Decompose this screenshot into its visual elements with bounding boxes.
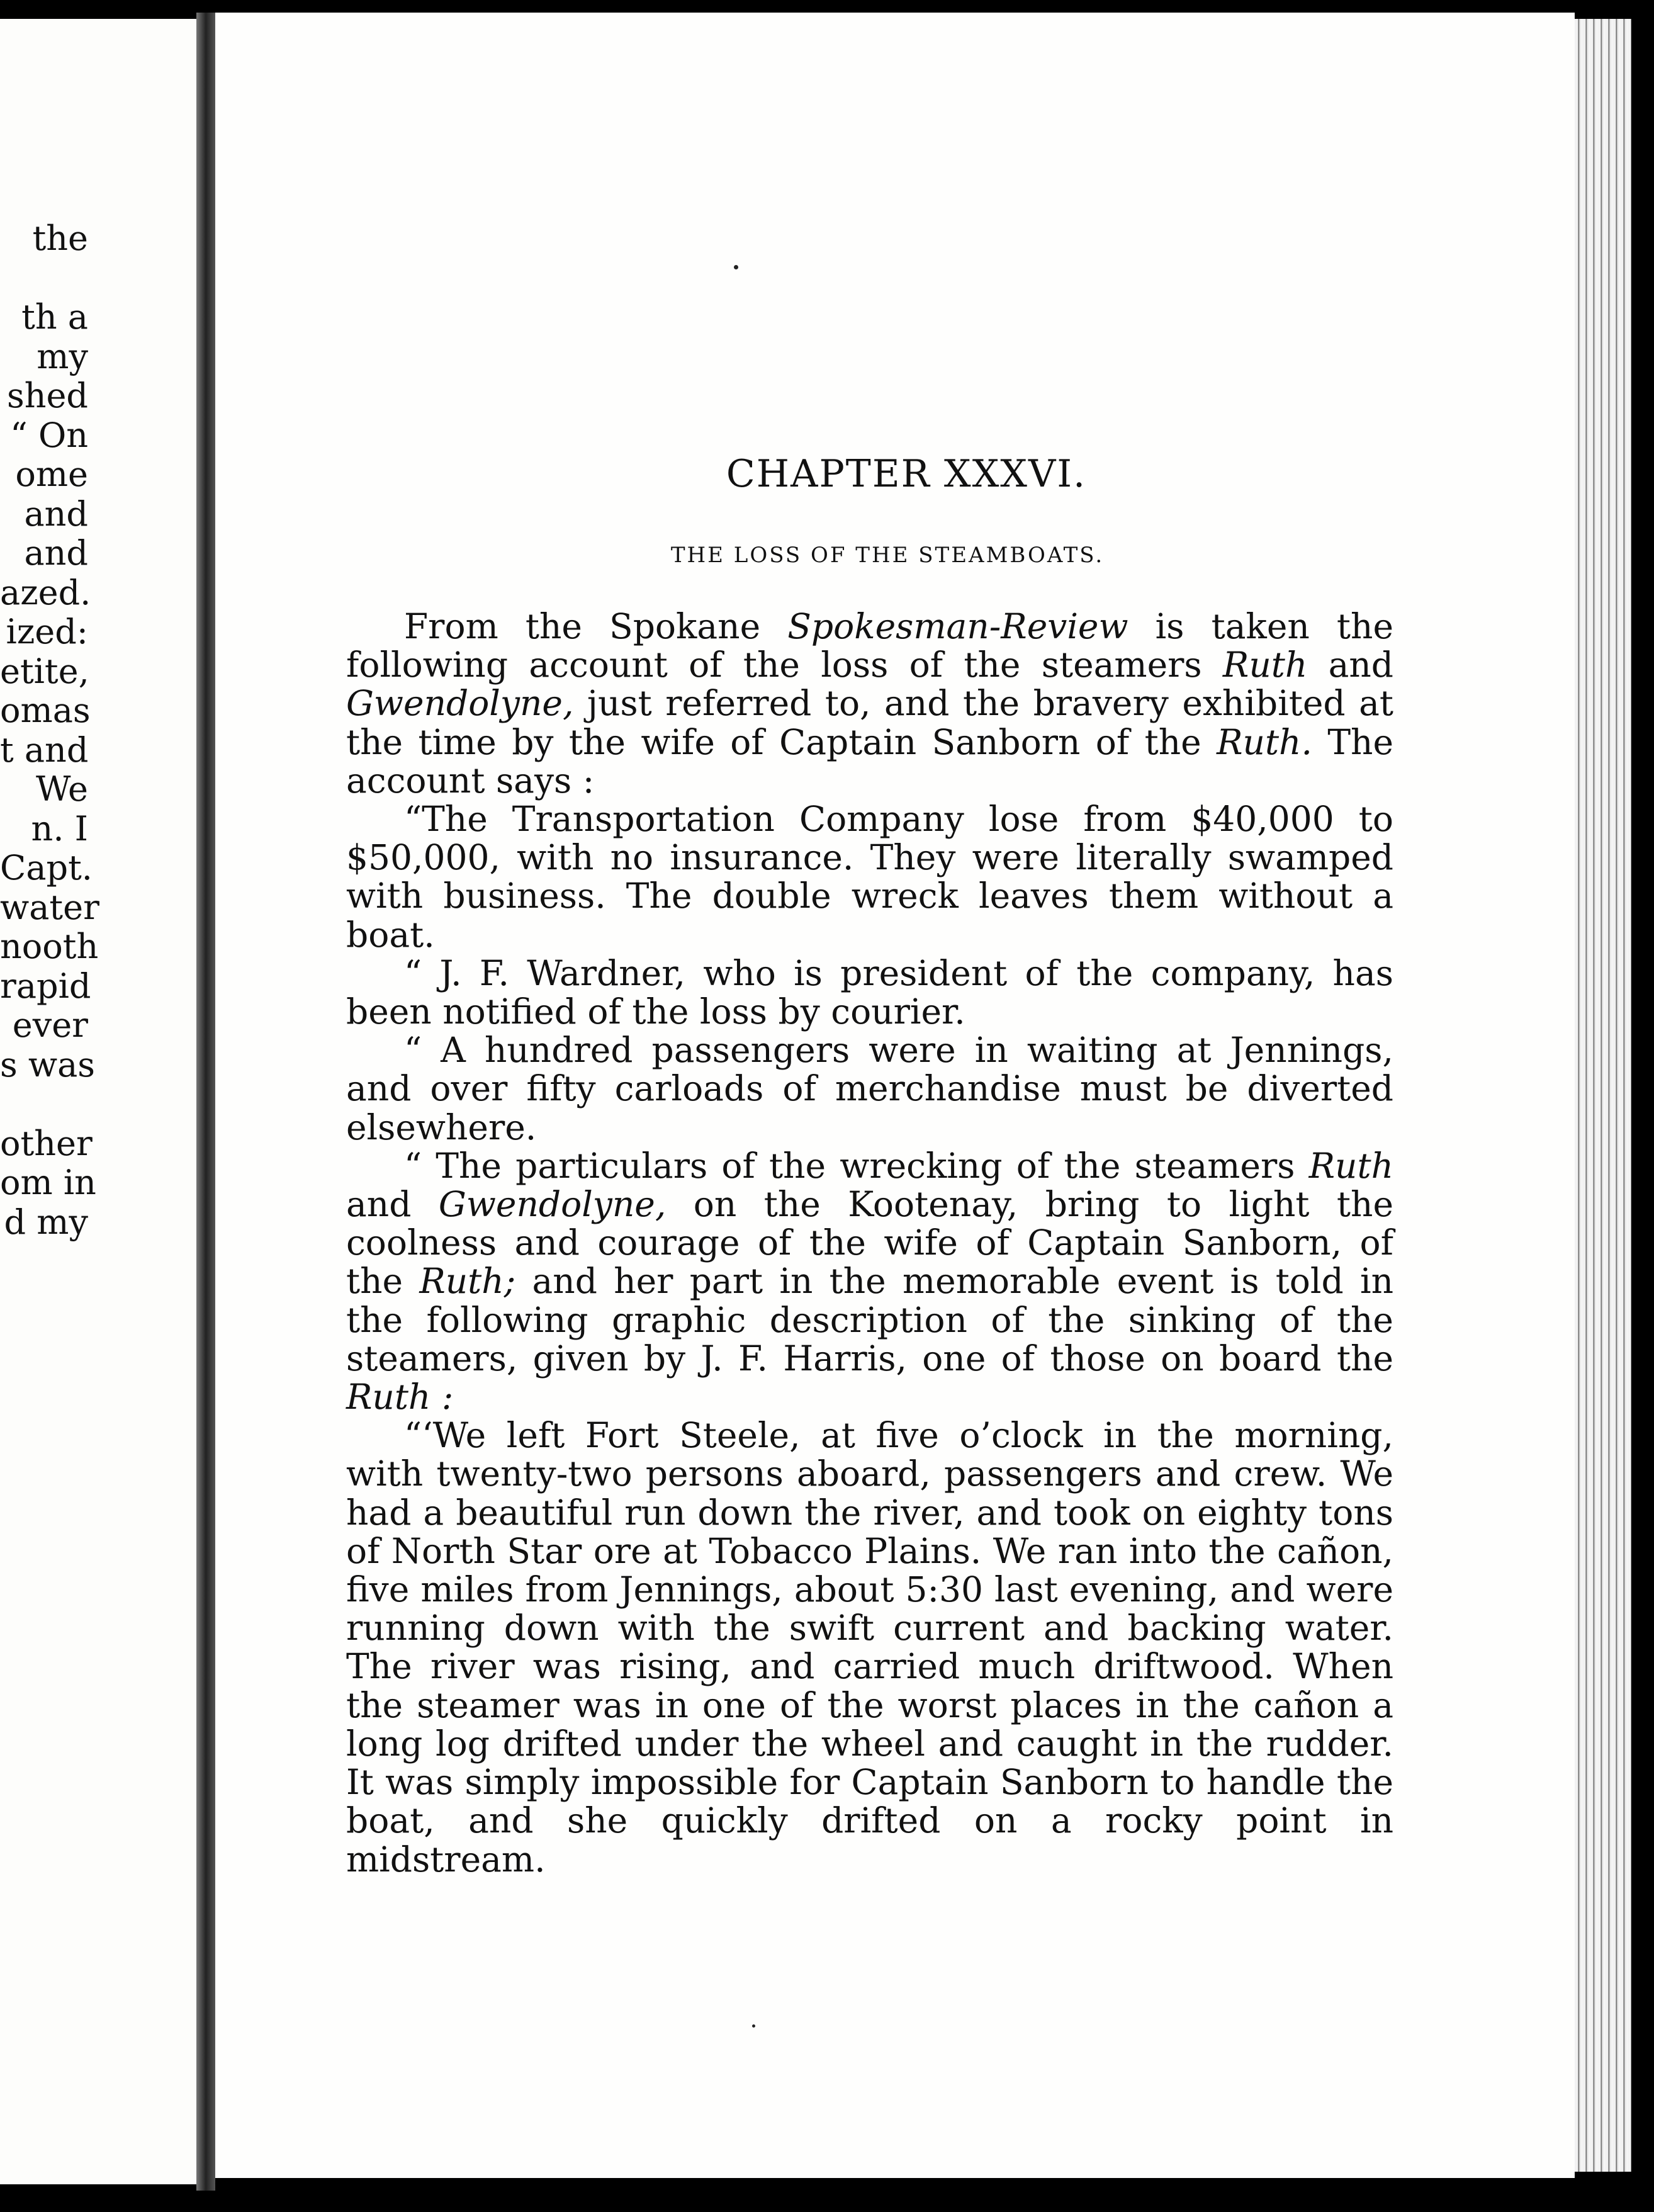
- left-page-line-fragment: “ On: [10, 415, 88, 455]
- speck-mark: [734, 265, 738, 269]
- left-page-line-fragment: n. I: [31, 808, 88, 849]
- left-page-line-fragment: and: [24, 533, 88, 573]
- left-page-line-fragment: Capt.: [0, 848, 93, 888]
- paragraph-6: “‘We left Fort Steele, at five o’clock in the morning, with twenty-two persons aboard, passengers and crew. We had a beautiful run down the river, and took on eighty tons of North Star ore at Tobacco Plains. We ran into the cañon, five miles from Jennings, about 5:30 last evening, and were running down with the swift current and backing water. The river was rising, and carried much driftwood. When the steamer was in one of the worst places in the cañon a long log drifted under the wheel and caught in the rudder. It was simply impossible for Captain Sanborn to handle the boat, and she quickly drifted on a rocky point in midstream.: [346, 1415, 1393, 1880]
- ship-name: Gwendolyne,: [438, 1184, 667, 1225]
- left-page-line-fragment: other: [0, 1123, 93, 1163]
- left-page-line-fragment: the: [32, 218, 88, 258]
- left-page-line-fragment: and: [24, 494, 88, 534]
- text-run: and: [346, 1184, 439, 1225]
- text-run: and her part in the memorable event is told in the following graphic description of the sinking of the steamers, given by J. F. Harris, one of those on board the: [346, 1261, 1393, 1379]
- paragraph-5: [346, 1147, 1393, 1416]
- text-run: on the Kootenay, bring to light the coolness and courage of the wife of Captain Sanborn, of the: [346, 1184, 1393, 1302]
- speck-mark: [752, 2024, 755, 2028]
- text-run: The account says :: [346, 721, 1393, 801]
- left-page-line-fragment: ome: [15, 454, 88, 494]
- text-run: From the Spokane: [404, 606, 788, 646]
- paragraph-4: “ A hundred passengers were in waiting at Jennings, and over fifty carloads of merchandise must be diverted elsewhere.: [346, 1030, 1393, 1148]
- body-text: [346, 607, 1393, 1879]
- text-run: “ The particulars of the wrecking of the steamers: [404, 1145, 1309, 1186]
- ship-name: Ruth: [1308, 1145, 1393, 1186]
- left-page-line-fragment: d my: [4, 1202, 88, 1242]
- left-page-line-fragment: [0, 1085, 88, 1124]
- paragraph-1: [346, 607, 1393, 800]
- left-page-line-fragment: nooth: [0, 927, 99, 966]
- left-page-line-fragment: ever: [12, 1005, 88, 1045]
- text-run: and: [1307, 645, 1393, 686]
- left-page-line-fragment: s was: [0, 1044, 96, 1085]
- text-run: is taken the following account of the loss of the steamers: [346, 606, 1393, 686]
- chapter-title: THE LOSS OF THE STEAMBOATS.: [670, 543, 1105, 568]
- left-page-line-fragment: We: [35, 769, 88, 809]
- left-page-line-fragment: th a: [21, 297, 88, 337]
- text-run: just referred to, and the bravery exhibited at the time by the wife of Captain Sanborn of the: [346, 683, 1393, 762]
- newspaper-name: Spokesman-Review: [787, 606, 1128, 646]
- ship-name: Ruth.: [1217, 721, 1312, 762]
- left-page-line-fragment: etite,: [0, 651, 89, 691]
- left-page-line-fragment: shed: [6, 376, 88, 415]
- paragraph-2: “The Transportation Company lose from $40,000 to $50,000, with no insurance. They were literally swamped with business. The double wreck leaves them without a boat.: [346, 799, 1393, 955]
- left-page-line-fragment: water: [0, 887, 99, 927]
- ship-name: Ruth :: [346, 1377, 454, 1418]
- left-page-line-fragment: ized:: [6, 612, 88, 652]
- ship-name: Ruth: [1222, 645, 1308, 686]
- left-page-line-fragment: t and: [0, 730, 89, 770]
- left-page-line-fragment: rapid: [0, 966, 91, 1006]
- left-page-line-fragment: my: [37, 336, 88, 376]
- left-page-line-fragment: azed.: [0, 572, 91, 612]
- ship-name: Ruth;: [419, 1261, 516, 1302]
- left-page-line-fragment: om in: [0, 1163, 96, 1202]
- left-page-line-fragment: omas: [0, 691, 91, 730]
- left-page-line-fragment: [0, 259, 88, 298]
- paragraph-3: “ J. F. Wardner, who is president of the company, has been notified of the loss by courier.: [346, 952, 1393, 1032]
- chapter-heading: CHAPTER XXXVI.: [726, 452, 1087, 496]
- left-page-text-fragments: [0, 218, 99, 1242]
- page-edges: [1575, 19, 1631, 2172]
- ship-name: Gwendolyne,: [346, 683, 574, 724]
- book-gutter: [196, 13, 215, 2191]
